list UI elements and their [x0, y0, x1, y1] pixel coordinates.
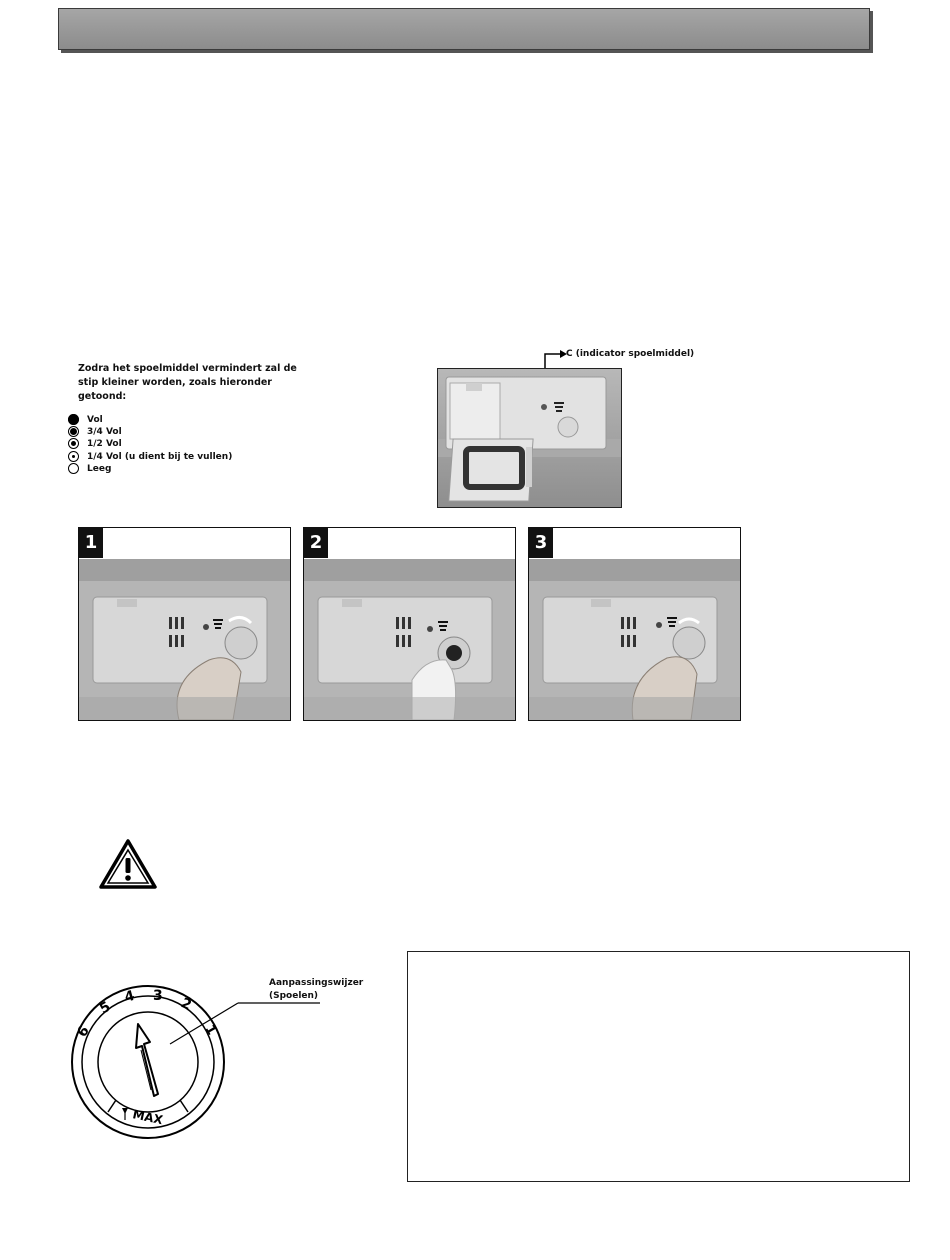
indicator-dot-quarter — [68, 451, 79, 462]
indicator-dot-three-quarter — [68, 426, 79, 437]
step-number: 3 — [529, 528, 553, 558]
dial-number-5: 5 — [97, 998, 114, 1018]
dial-number-4: 4 — [122, 987, 137, 1006]
indicator-dot-half — [68, 438, 79, 449]
note-box — [407, 951, 910, 1182]
step-1-photo — [79, 559, 290, 720]
dial-number-6: 6 — [74, 1023, 93, 1041]
step-3-photo — [529, 559, 740, 720]
legend-row-three-quarter: 3/4 Vol — [68, 426, 122, 438]
warning-icon — [98, 838, 158, 890]
indicator-dot-full — [68, 414, 79, 425]
rinse-aid-dial — [62, 978, 362, 1153]
header-bar — [58, 8, 870, 50]
legend-row-half: 1/2 Vol — [68, 438, 122, 450]
step-2-panel — [303, 527, 516, 721]
legend-intro: Zodra het spoelmiddel vermindert zal de stip kleiner worden, zoals hieronder getoond: — [78, 363, 297, 402]
step-3-panel — [528, 527, 741, 721]
step-number: 2 — [304, 528, 328, 558]
dial-number-1: 1 — [201, 1022, 220, 1038]
legend-row-empty: Leeg — [68, 463, 111, 475]
step-number: 1 — [79, 528, 103, 558]
legend-row-quarter: 1/4 Vol (u dient bij te vullen) — [68, 451, 232, 463]
legend-row-full: Vol — [68, 414, 103, 426]
dial-number-2: 2 — [178, 995, 194, 1014]
step-2-photo — [304, 559, 515, 720]
dial-pointer-label: Aanpassingswijzer (Spoelen) — [269, 978, 364, 1001]
step-1-panel — [78, 527, 291, 721]
dispenser-photo — [437, 368, 622, 508]
dial-number-3: 3 — [153, 988, 163, 1004]
indicator-label: C (indicator spoelmiddel) — [566, 349, 695, 359]
indicator-dot-empty — [68, 463, 79, 474]
dial-max-label: MAX — [131, 1107, 165, 1128]
